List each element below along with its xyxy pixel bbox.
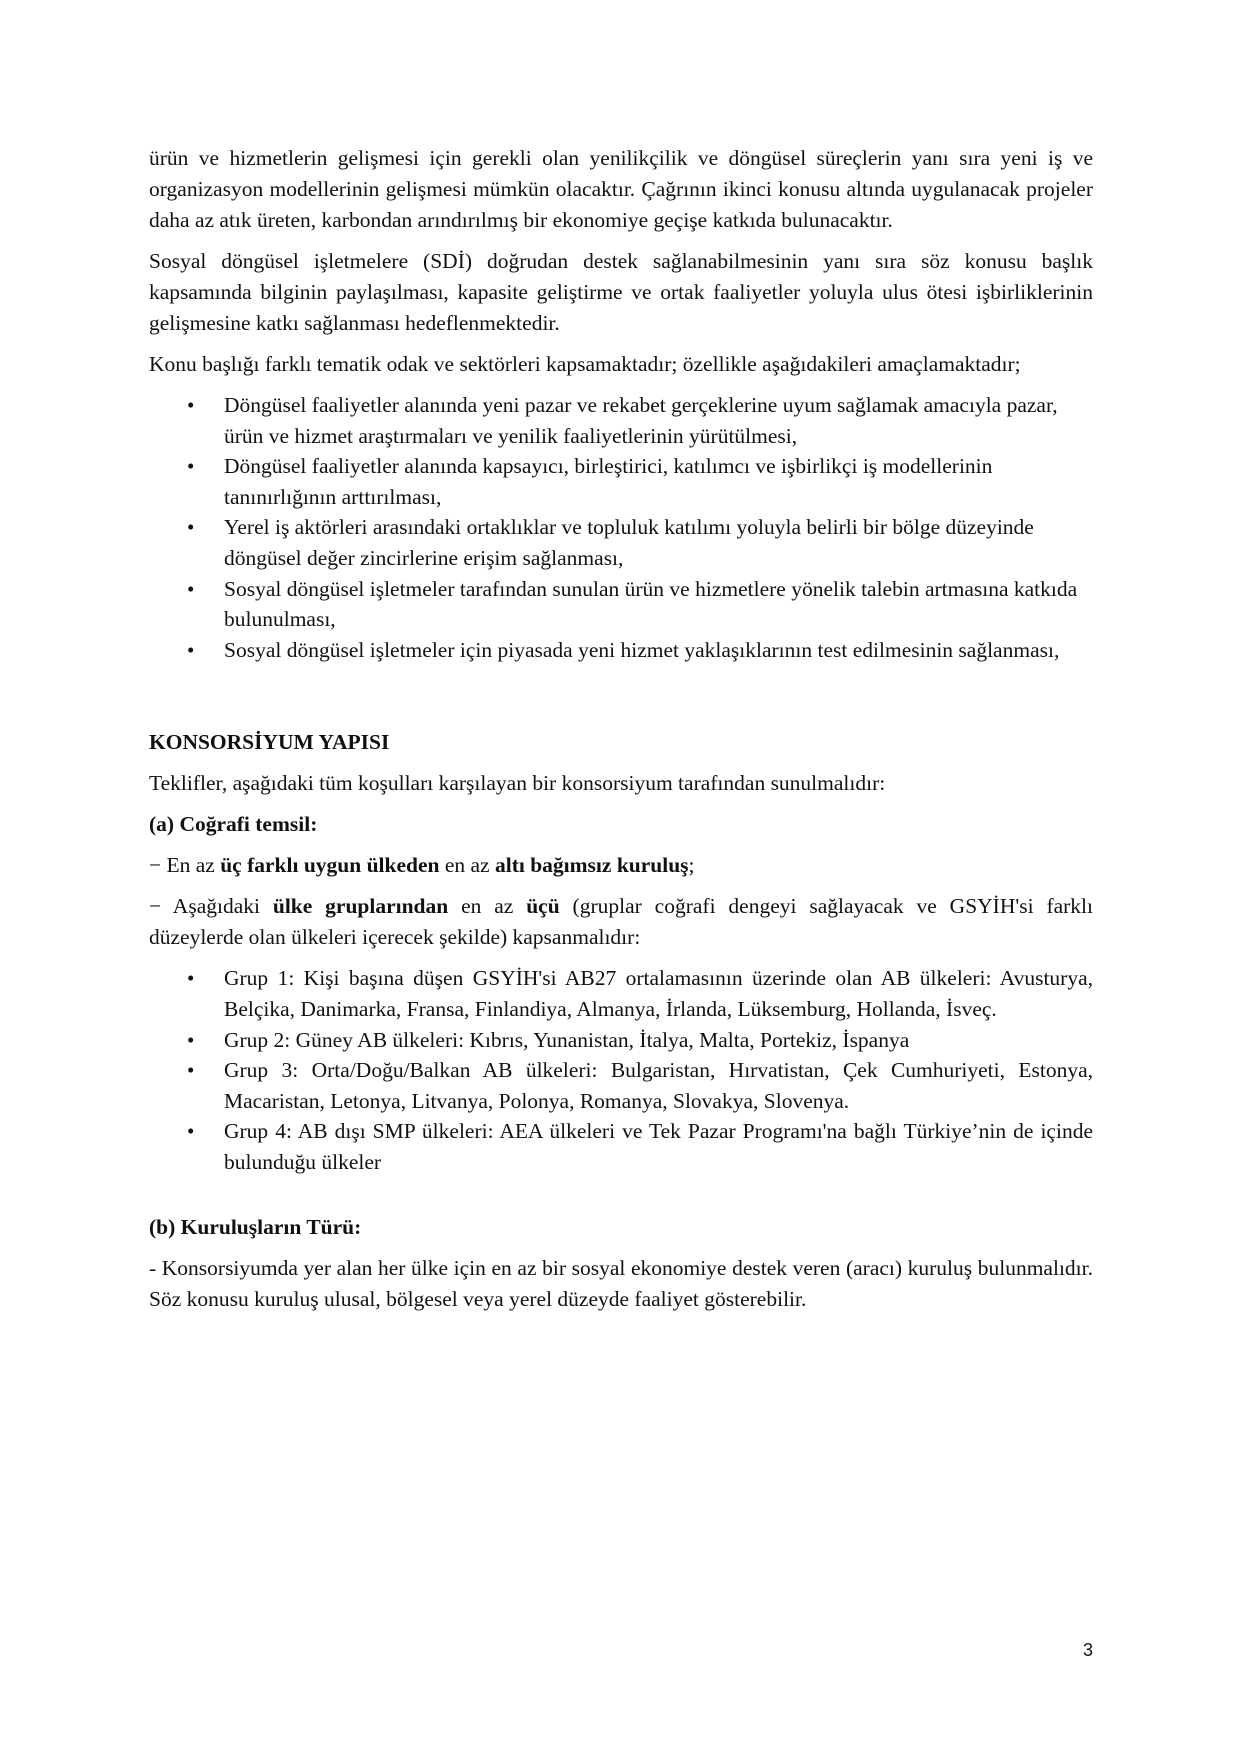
list-item: • Sosyal döngüsel işletmeler tarafından sunulan ürün ve hizmetlere yönelik talebin artmasına katkıda bulunulması, (149, 574, 1093, 635)
paragraph-2: Sosyal döngüsel işletmelere (SDİ) doğrudan destek sağlanabilmesinin yanı sıra söz konusu başlık kapsamında bilginin paylaşılması, kapasite geliştirme ve ortak faaliyetler yoluyla ulus ötesi işbirliklerinin gelişmesine katkı sağlanması hedeflenmektedir. (149, 249, 1093, 335)
paragraph-3: Konu başlığı farklı tematik odak ve sektörleri kapsamaktadır; özellikle aşağıdakileri amaçlamaktadır; (149, 352, 1021, 376)
list-item: • Yerel iş aktörleri arasındaki ortaklıklar ve topluluk katılımı yoluyla belirli bir bölge düzeyinde döngüsel değer zincirlerine erişim sağlanması, (149, 512, 1093, 573)
list-item: • Döngüsel faaliyetler alanında yeni pazar ve rekabet gerçeklerine uyum sağlamak amacıyla pazar, ürün ve hizmet araştırmaları ve yenilik faaliyetlerinin yürütülmesi, (149, 390, 1093, 451)
geo-heading: (a) Coğrafi temsil: (149, 812, 318, 837)
aims-list (149, 390, 1093, 665)
document-page (149, 143, 1093, 1315)
list-item: • Grup 3: Orta/Doğu/Balkan AB ülkeleri: Bulgaristan, Hırvatistan, Çek Cumhuriyeti, Estonya, Macaristan, Letonya, Litvanya, Polonya, Romanya, Slovakya, Slovenya. (149, 1055, 1093, 1116)
list-item: • Grup 4: AB dışı SMP ülkeleri: AEA ülkeleri ve Tek Pazar Programı'na bağlı Türkiye’nin de içinde bulunduğu ülkeler (149, 1116, 1093, 1177)
rule-2: − Aşağıdaki ülke gruplarından en az üçü (gruplar coğrafi dengeyi sağlayacak ve GSYİH'si farklı düzeylerde olan ülkeleri içerecek şekilde) kapsanmalıdır: (149, 894, 1094, 950)
types-heading: (b) Kuruluşların Türü: (149, 1214, 362, 1239)
list-item: • Sosyal döngüsel işletmeler için piyasada yeni hizmet yaklaşıklarının test edilmesinin sağlanması, (149, 635, 1093, 666)
section-heading: KONSORSİYUM YAPISI (149, 730, 390, 755)
list-item: • Döngüsel faaliyetler alanında kapsayıcı, birleştirici, katılımcı ve işbirlikçi iş modellerinin tanınırlığının arttırılması, (149, 451, 1093, 512)
rule-1: − En az üç farklı uygun ülkeden en az altı bağımsız kuruluş; (149, 853, 695, 878)
list-item: • Grup 1: Kişi başına düşen GSYİH'si AB27 ortalamasının üzerinde olan AB ülkeleri: Avusturya, Belçika, Danimarka, Fransa, Finlandiya, Almanya, İrlanda, Lüksemburg, Hollanda, İsveç. (149, 963, 1093, 1024)
consortium-intro: Teklifler, aşağıdaki tüm koşulları karşılayan bir konsorsiyum tarafından sunulmalıdır: (149, 771, 886, 796)
groups-list (149, 963, 1093, 1177)
page-number: 3 (1082, 1640, 1093, 1660)
paragraph-1: ürün ve hizmetlerin gelişmesi için gerekli olan yenilikçilik ve döngüsel süreçlerin yanı sıra yeni iş ve organizasyon modellerinin gelişmesi mümkün olacaktır. Çağrının ikinci konusu altında uygulanacak projeler daha az atık üreten, karbondan arındırılmış bir ekonomiye geçişe katkıda bulunacaktır. (149, 146, 1093, 232)
list-item: • Grup 2: Güney AB ülkeleri: Kıbrıs, Yunanistan, İtalya, Malta, Portekiz, İspanya (149, 1025, 1093, 1056)
types-text: - Konsorsiyumda yer alan her ülke için en az bir sosyal ekonomiye destek veren (aracı) kuruluş bulunmalıdır. Söz konusu kuruluş ulusal, bölgesel veya yerel düzeyde faaliyet gösterebilir. (149, 1255, 1093, 1311)
